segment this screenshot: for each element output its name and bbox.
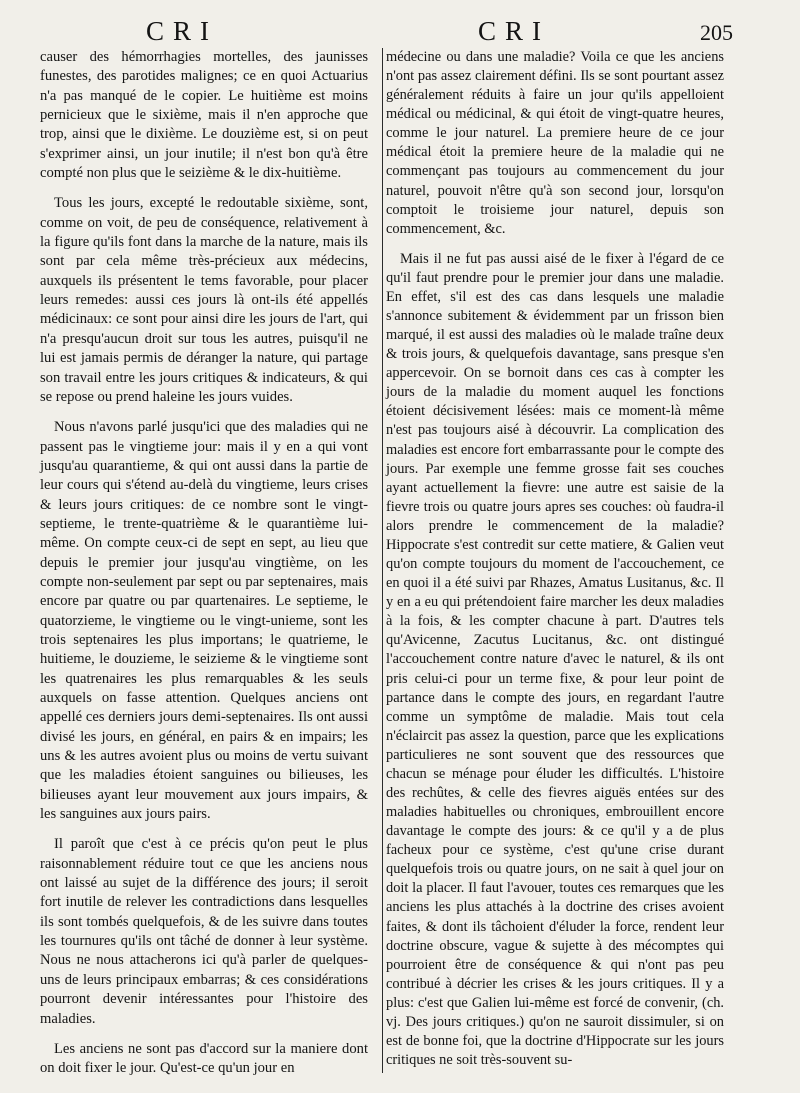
running-header — [0, 12, 800, 52]
right-column — [386, 48, 724, 1070]
paragraph: médecine ou dans une maladie? Voila ce que les anciens n'ont pas assez clairement défini. Ils se sont pourtant assez généralement réduits à faire un jour qu'ils appelloient médical ou médicinal, & qui étoit de vingt-quatre heures, comme le jour naturel. La premiere heure de ce jour médical étoit la premiere heure de la maladie qui ne commençant pas toujours au commencement du jour naturel, pouvoit n'être qu'à son second jour, lorsqu'on comptoit le troisieme jour naturel, depuis son commencement, &c. — [386, 49, 724, 237]
paragraph: Les anciens ne sont pas d'accord sur la maniere dont on doit fixer le jour. Qu'est-ce qu'un jour en — [40, 1040, 368, 1077]
paragraph: Il paroît que c'est à ce précis qu'on peut le plus raisonnablement réduire tout ce que les anciens nous ont laissé au sujet de la différence des jours; il seroit fort inutile de relever les contradictions dans lesquelles ils sont tombés quelquefois, & de les suivre dans toutes les tournures qu'ils ont tâché de donner à leur système. Nous ne nous attacherons ici qu'à parler de quelques-uns de leurs principaux embarras; & ces considérations pourront devenir intéressantes pour l'histoire des maladies. — [40, 836, 368, 1027]
header-left-title: CRI — [146, 16, 219, 46]
paragraph: Mais il ne fut pas aussi aisé de le fixer à l'égard de ce qu'il faut prendre pour le premier jour dans une maladie. En effet, s'il est des cas dans lesquels une maladie s'annonce subitement & évidemment par un frisson bien marqué, il est aussi des maladies où le malade traîne deux & trois jours, & quelquefois davantage, sans presque s'en appercevoir. On se bornoit dans ces cas à compter les jours de la maladie du moment auquel les fonctions étoient décisivement lésées: mais ce moment-là même n'est pas toujours aisé à découvrir. La complication des maladies est encore fort embarrassante pour le compte des jours. Par exemple une femme grosse fait ses couches ayant actuellement la fievre: une autre est saisie de la fievre trois ou quatre jours apres ses couches: où faudra-il alors prendre le commencement de la maladie? Hippocrate s'est contredit sur cette matiere, & Galien veut qu'on compte toujours du moment de l'accouchement, ce en quoi il a été suivi par Rhazes, Amatus Lusitanus, &c. Il y en a eu qui prétendoient faire marcher les deux maladies à la fois, & les compter chacune à part. D'autres tels qu'Avicenne, Zacutus Lucitanus, &c. ont distingué l'accouchement contre nature d'avec le naturel, & ils ont pris celui-ci pour un terme fixe, & pour leur point de partance dans le compte des jours, en regardant l'autre comme un symptôme de maladie. Mais tout cela n'éclaircit pas assez la question, parce que les explications particulieres ne sont souvent que des ressources que chacun se ménage pour éluder les difficultés. L'histoire des rechûtes, & celle des fievres aiguës entées sur des maladies habituelles ou chroniques, embrouillent encore davantage le compte des jours: & ce qu'il y a de plus facheux pour ce système, c'est qu'une crise durant quelquefois trois ou quatre jours, on ne sait à quel jour on doit la placer. Il faut l'avouer, toutes ces remarques que les anciens les plus attachés à la doctrine des crises avoient faites, & dont ils tâchoient d'éluder la force, rendent leur doctrine obscure, vague & sujette à des mécomptes qui pourroient être de conséquence & qui n'ont pas peu contribué à décrier les crises & les jours critiques. Il y a plus: c'est que Galien lui-même est forcé de convenir, (ch. vj. Des jours critiques.) qu'on ne sauroit dissimuler, si on est de bonne foi, que la doctrine d'Hippocrate sur les jours critiques ne soit très-souvent su- — [386, 250, 724, 1069]
paragraph: Nous n'avons parlé jusqu'ici que des maladies qui ne passent pas le vingtieme jour: mais il y en a qui vont jusqu'au quarantieme, & qui ont aussi dans la partie de leur cours qui s'étend au-delà du vingtieme, leurs crises & leurs jours critiques: de ce nombre sont le vingt-septieme, le trente-quatrième & le quarantième lui-même. On compte ceux-ci de sept en sept, au lieu que depuis le premier jour jusqu'au vingtième, on les compte non-seulement par sept ou par septenaires, mais encore par quatre ou par quartenaires. Le septieme, le quatorzieme, le vingtieme ou le vingt-unieme, sont les trois septenaires les plus importans; le quatrieme, le huitieme, le douzieme, le seizieme & le vingtieme sont les quatrenaires les plus remarquables & les seuls auxquels on fasse attention. Quelques anciens ont appellé ces derniers jours demi-septenaires. Ils ont aussi divisé les jours, en général, en pairs & en impairs; les uns & les autres avoient plus ou moins de vertu suivant que les maladies étoient sanguines ou bilieuses, les bilieuses ayant leur mouvement aux jours impairs, & les sanguines aux jours pairs. — [40, 419, 368, 823]
paragraph: Tous les jours, excepté le redoutable sixième, sont, comme on voit, de peu de conséquence, relativement à la figure qu'ils font dans la marche de la nature, mais ils sont par cela même très-précieux aux médecins, auxquels ils présentent le tems favorable, pour placer leurs remedes: aussi ces jours là ont-ils été appellés médicinaux: ce sont pour ainsi dire les jours de l'art, qui n'a presqu'aucun droit sur tous les autres, puisqu'il ne lui est jamais permis de déranger la nature, qui partage son travail entre les jours critiques & indicateurs, & qui se repose ou prend haleine les jours vuides. — [40, 195, 368, 405]
left-column — [40, 48, 368, 1079]
header-center-title: CRI — [478, 16, 551, 46]
page-number: 205 — [700, 20, 733, 45]
column-divider — [382, 48, 383, 1073]
paragraph: causer des hémorrhagies mortelles, des jaunisses funestes, des parotides malignes; ce en quoi Actuarius n'a pas manqué de le copier. Le huitième est moins pernicieux que le sixième, mais il n'en approche que trop, ainsi que le dixième. Le douzième est, si on peut s'exprimer ainsi, un jour inutile; il n'est bon qu'à être compté non plus que le seizième & le dix-huitième. — [40, 49, 368, 182]
